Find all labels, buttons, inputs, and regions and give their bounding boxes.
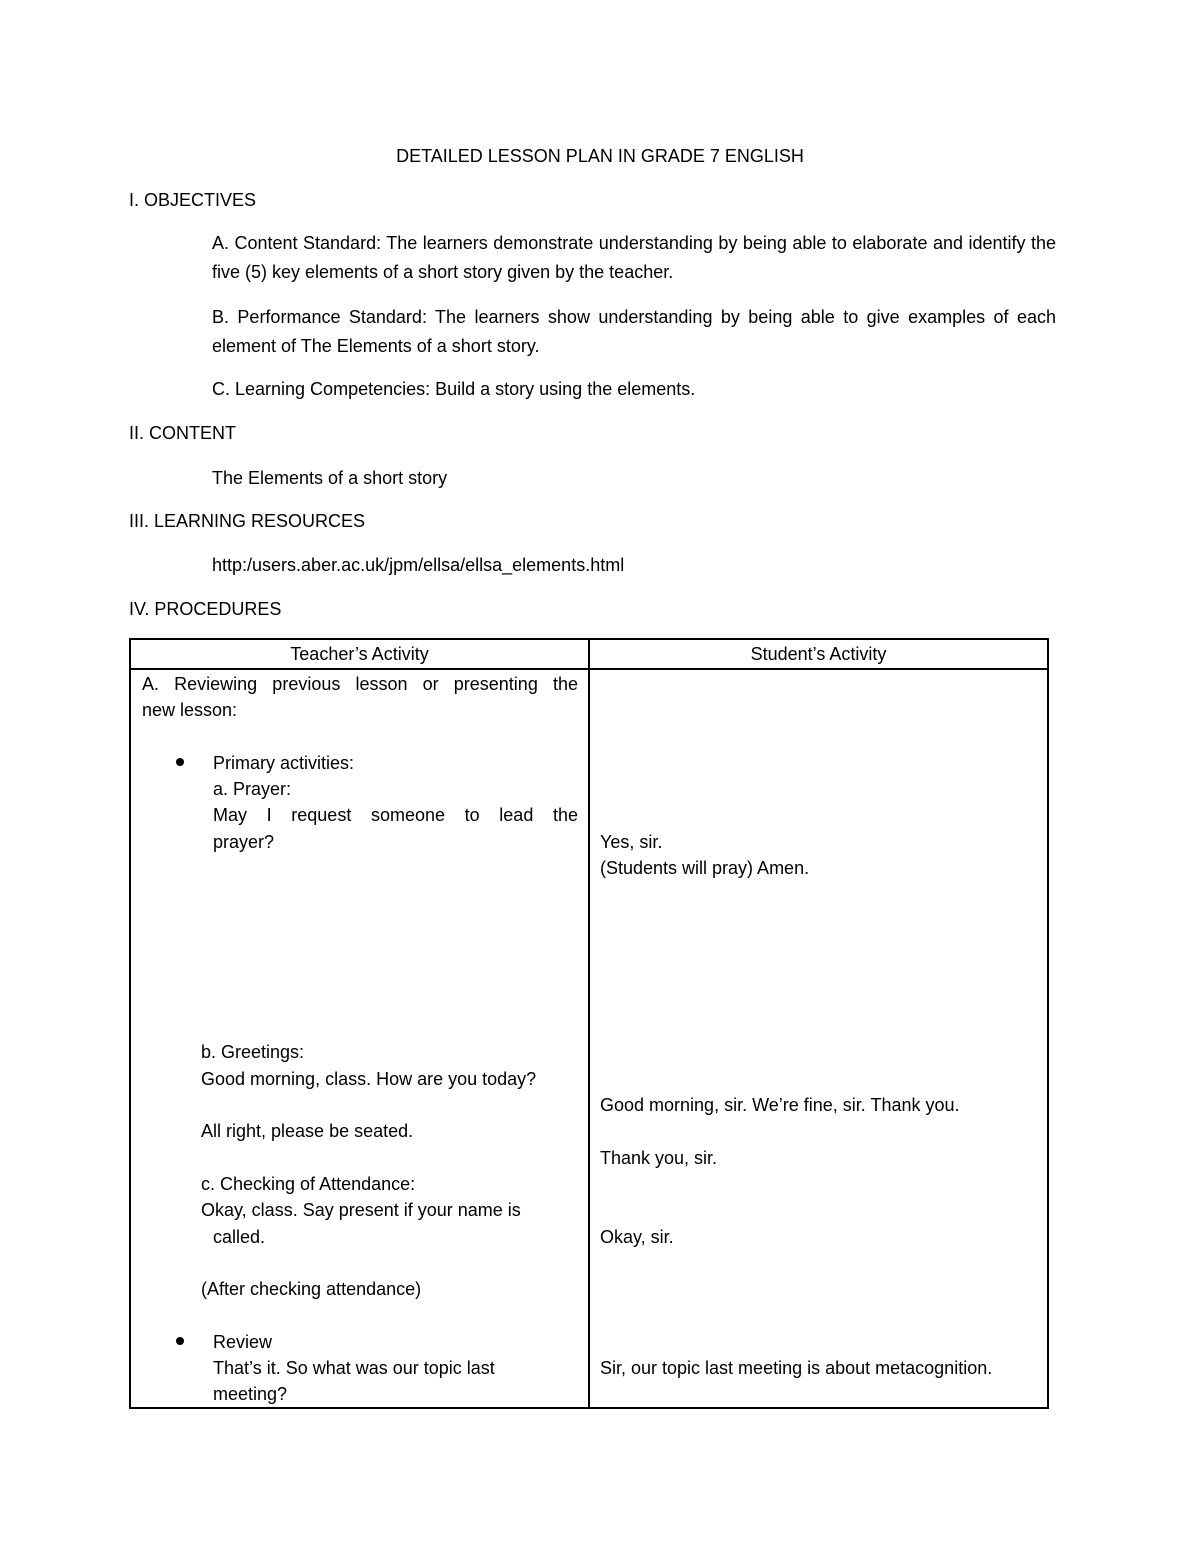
- table-row: [130, 669, 1048, 1408]
- prayer-line2: prayer?: [213, 832, 275, 852]
- table-header-row: [130, 639, 1048, 669]
- procedures-heading: IV. PROCEDURES: [129, 599, 282, 619]
- seated-text: All right, please be seated.: [201, 1121, 414, 1141]
- section-a-line1: A. Reviewing previous lesson or presenting the: [142, 674, 578, 694]
- student-thank-you: Thank you, sir.: [600, 1148, 718, 1168]
- student-activity-header: Student’s Activity: [589, 639, 1048, 669]
- attendance-line1: Okay, class. Say present if your name is: [201, 1200, 521, 1220]
- resources-heading: III. LEARNING RESOURCES: [129, 511, 366, 531]
- prayer-line1: May I request someone to lead the: [213, 805, 578, 825]
- greetings-text: Good morning, class. How are you today?: [201, 1069, 537, 1089]
- student-topic: Sir, our topic last meeting is about metacognition.: [600, 1358, 993, 1378]
- section-a-line2: new lesson:: [142, 700, 238, 720]
- prayer-label: a. Prayer:: [213, 779, 292, 799]
- review-line1: That’s it. So what was our topic last: [213, 1358, 495, 1378]
- page-title: DETAILED LESSON PLAN IN GRADE 7 ENGLISH: [396, 146, 804, 166]
- resource-link[interactable]: http:/users.aber.ac.uk/jpm/ellsa/ellsa_elements.html: [212, 555, 625, 575]
- student-good-morning: Good morning, sir. We’re fine, sir. Thank you.: [600, 1095, 960, 1115]
- attendance-line2: called.: [213, 1227, 266, 1247]
- review-line2: meeting?: [213, 1384, 288, 1404]
- procedures-table: [129, 638, 1049, 1409]
- bullet-icon: [176, 1337, 184, 1345]
- student-activity-cell: [589, 669, 1048, 1408]
- learning-competencies: C. Learning Competencies: Build a story using the elements.: [212, 379, 696, 399]
- review-label: Review: [213, 1332, 273, 1352]
- teacher-activity-header: Teacher’s Activity: [130, 639, 589, 669]
- objectives-heading: I. OBJECTIVES: [129, 190, 257, 210]
- student-pray: (Students will pray) Amen.: [600, 858, 810, 878]
- attendance-label: c. Checking of Attendance:: [201, 1174, 416, 1194]
- greetings-label: b. Greetings:: [201, 1042, 305, 1062]
- content-standard: A. Content Standard: The learners demonstrate understanding by being able to elaborate and identify the five (5) key elements of a short story given by the teacher.: [212, 233, 1056, 282]
- primary-activities: Primary activities:: [213, 753, 355, 773]
- bullet-icon: [176, 758, 184, 766]
- student-yes-sir: Yes, sir.: [600, 832, 663, 852]
- performance-standard: B. Performance Standard: The learners show understanding by being able to give examples of each element of The Elements of a short story.: [212, 307, 1056, 356]
- student-okay: Okay, sir.: [600, 1227, 674, 1247]
- content-heading: II. CONTENT: [129, 423, 236, 443]
- after-attendance: (After checking attendance): [201, 1279, 422, 1299]
- content-text: The Elements of a short story: [212, 468, 448, 488]
- teacher-activity-cell: [130, 669, 589, 1408]
